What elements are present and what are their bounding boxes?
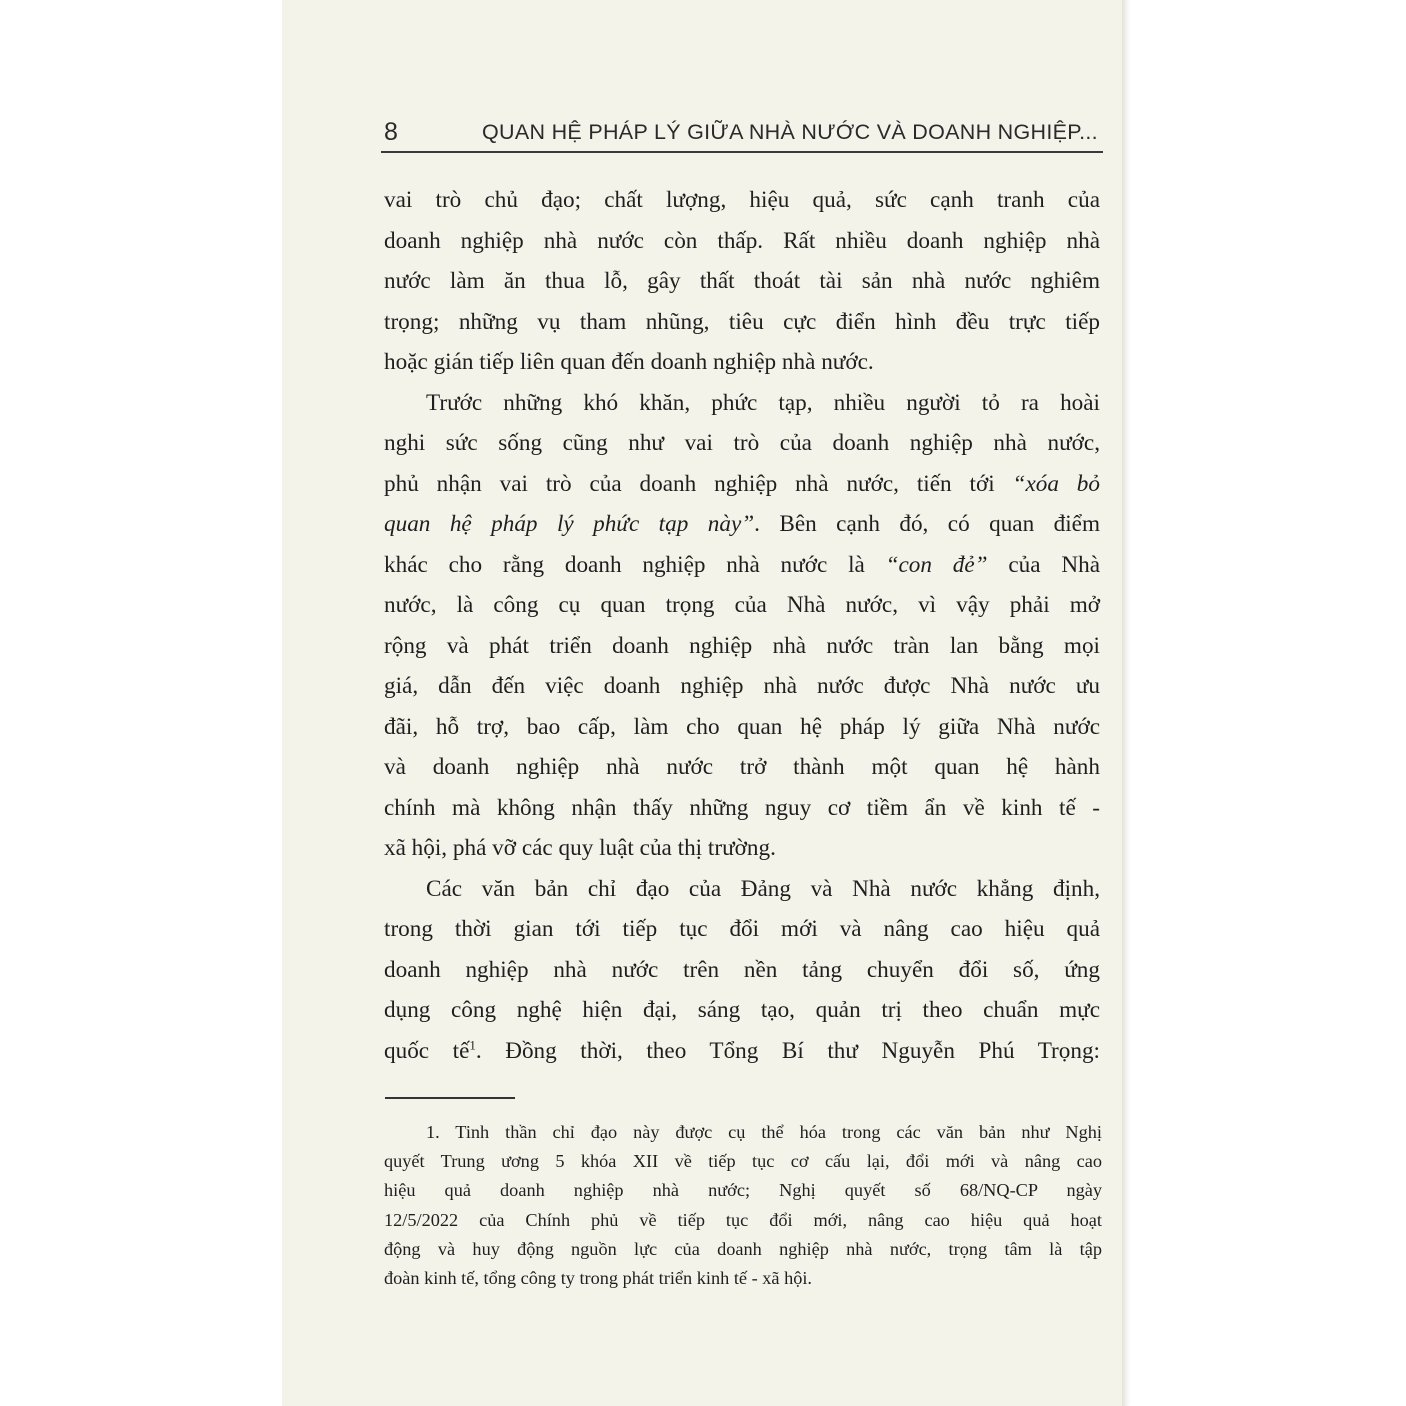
text-line [384, 504, 1100, 545]
header-rule [381, 151, 1103, 153]
text-run: của Nhà [987, 551, 1100, 578]
paragraph-3 [384, 869, 1100, 1072]
footnote-line: quyết Trung ương 5 khóa XII về tiếp tục cơ cấu lại, đổi mới và nâng cao [384, 1151, 1102, 1172]
quoted-phrase: “con đẻ” [885, 551, 988, 578]
text-line [384, 545, 1100, 586]
footnote-ref: 1 [469, 1036, 476, 1052]
text-line: hoặc gián tiếp liên quan đến doanh nghiệp nhà nước. [384, 349, 874, 375]
footnote-line: 1. Tinh thần chỉ đạo này được cụ thể hóa trong các văn bản như Nghị [426, 1122, 1102, 1142]
text-line: chính mà không nhận thấy những nguy cơ tiềm ẩn về kinh tế - [384, 794, 1100, 821]
footnote-separator [385, 1097, 515, 1099]
text-line: giá, dẫn đến việc doanh nghiệp nhà nước được Nhà nước ưu [384, 673, 1100, 699]
footnote-line: động và huy động nguồn lực của doanh nghiệp nhà nước, trọng tâm là tập [384, 1238, 1102, 1259]
quoted-phrase: quan hệ pháp lý phức tạp này” [384, 511, 755, 537]
text-run: . Bên cạnh đó, có quan điểm [754, 511, 1100, 537]
page-gutter-edge [1122, 0, 1128, 1406]
text-line [384, 464, 1100, 505]
quoted-phrase: “xóa bỏ [1012, 470, 1100, 497]
text-run: phủ nhận vai trò của doanh nghiệp nhà nước, tiến tới [384, 470, 1013, 497]
text-line: doanh nghiệp nhà nước trên nền tảng chuyển đổi số, ứng [384, 956, 1100, 983]
footnote-line: hiệu quả doanh nghiệp nhà nước; Nghị quyết số 68/NQ-CP ngày [384, 1180, 1102, 1201]
text-line: Trước những khó khăn, phức tạp, nhiều người tỏ ra hoài [426, 389, 1100, 416]
running-title: QUAN HỆ PHÁP LÝ GIỮA NHÀ NƯỚC VÀ DOANH NGHIỆP... [482, 120, 1098, 144]
text-line: và doanh nghiệp nhà nước trở thành một quan hệ hành [384, 754, 1100, 780]
text-run: quốc tế [384, 1037, 470, 1064]
text-run: . Đồng thời, theo Tổng Bí thư Nguyễn Phú Trọng: [475, 1037, 1100, 1064]
text-line: nước, là công cụ quan trọng của Nhà nước, vì vậy phải mở [384, 592, 1100, 618]
text-line: rộng và phát triển doanh nghiệp nhà nước tràn lan bằng mọi [384, 632, 1100, 659]
page-number: 8 [384, 118, 398, 146]
paragraph-2 [384, 383, 1100, 869]
page-header [384, 118, 1102, 150]
text-line: doanh nghiệp nhà nước còn thấp. Rất nhiều doanh nghiệp nhà [384, 227, 1100, 254]
text-line: đãi, hỗ trợ, bao cấp, làm cho quan hệ pháp lý giữa Nhà nước [384, 713, 1100, 740]
footnote-line: đoàn kinh tế, tổng công ty trong phát triển kinh tế - xã hội. [384, 1268, 813, 1289]
text-line: dụng công nghệ hiện đại, sáng tạo, quản trị theo chuẩn mực [384, 997, 1100, 1023]
text-line: trọng; những vụ tham nhũng, tiêu cực điển hình đều trực tiếp [384, 308, 1100, 335]
text-run: khác cho rằng doanh nghiệp nhà nước là [384, 551, 886, 578]
text-line: xã hội, phá vỡ các quy luật của thị trường. [384, 835, 776, 861]
text-line [384, 1031, 1100, 1072]
body-text [384, 180, 1100, 1071]
text-line: nước làm ăn thua lỗ, gây thất thoát tài sản nhà nước nghiêm [384, 268, 1100, 294]
text-line: Các văn bản chỉ đạo của Đảng và Nhà nước khẳng định, [426, 875, 1100, 902]
footnote-line: 12/5/2022 của Chính phủ về tiếp tục đổi mới, nâng cao hiệu quả hoạt [384, 1209, 1102, 1230]
footnotes [384, 1118, 1102, 1293]
text-line: nghi sức sống cũng như vai trò của doanh nghiệp nhà nước, [384, 430, 1100, 456]
text-line: trong thời gian tới tiếp tục đổi mới và nâng cao hiệu quả [384, 916, 1100, 942]
text-line: vai trò chủ đạo; chất lượng, hiệu quả, sức cạnh tranh của [384, 187, 1100, 213]
paragraph-1 [384, 180, 1100, 383]
